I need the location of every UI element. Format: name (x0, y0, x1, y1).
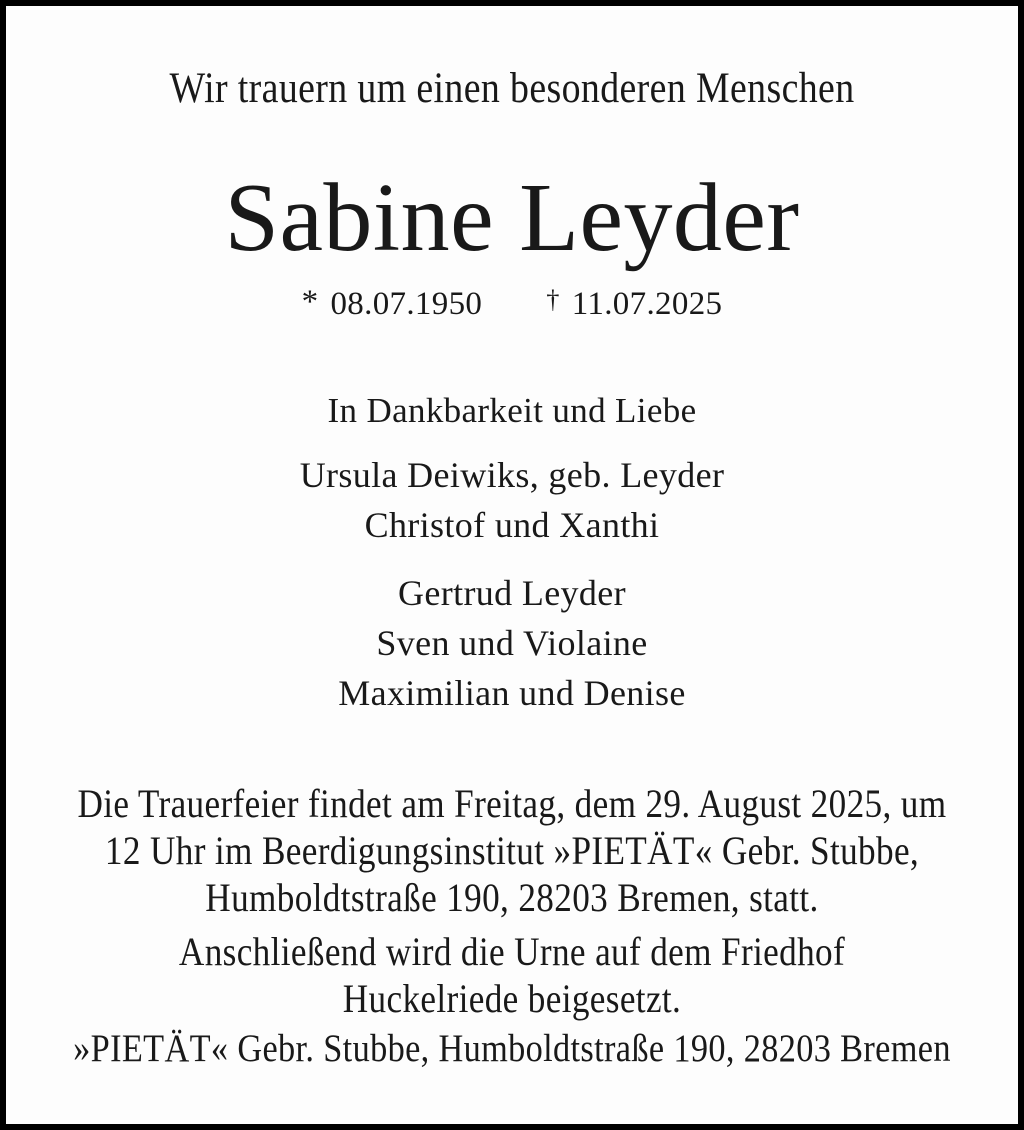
burial-line: Huckelriede beigesetzt. (342, 976, 682, 1021)
tribute-line: In Dankbarkeit und Liebe (327, 391, 697, 430)
death-date (546, 284, 722, 325)
undertaker-line: »PIETÄT« Gebr. Stubbe, Humboldtstraße 190, 28203 Bremen (73, 1027, 951, 1070)
family-group-2 (6, 568, 1018, 718)
burial-line: Anschließend wird die Urne auf dem Friedhof (178, 929, 846, 974)
service-info (67, 780, 958, 921)
birth-star-icon: * (301, 284, 319, 320)
death-dagger-icon: † (546, 284, 560, 314)
burial-info (67, 928, 958, 1022)
life-dates (6, 284, 1018, 325)
deceased-name: Sabine Leyder (224, 164, 800, 272)
death-date-value: 11.07.2025 (571, 286, 723, 322)
family-member-line: Gertrud Leyder (398, 573, 626, 613)
intro-line: Wir trauern um einen besonderen Menschen (169, 65, 855, 112)
service-line: Humboldtstraße 190, 28203 Bremen, statt. (205, 875, 819, 920)
family-group-1 (6, 450, 1018, 550)
family-member-line: Sven und Violaine (376, 623, 648, 663)
family-member-line: Maximilian und Denise (338, 673, 686, 713)
service-line: Die Trauerfeier findet am Freitag, dem 29. August 2025, um (77, 781, 947, 826)
birth-date-value: 08.07.1950 (330, 286, 483, 322)
family-member-line: Christof und Xanthi (364, 505, 660, 545)
service-line: 12 Uhr im Beerdigungsinstitut »PIETÄT« Gebr. Stubbe, (104, 828, 920, 873)
family-member-line: Ursula Deiwiks, geb. Leyder (299, 455, 725, 495)
birth-date (302, 284, 483, 325)
